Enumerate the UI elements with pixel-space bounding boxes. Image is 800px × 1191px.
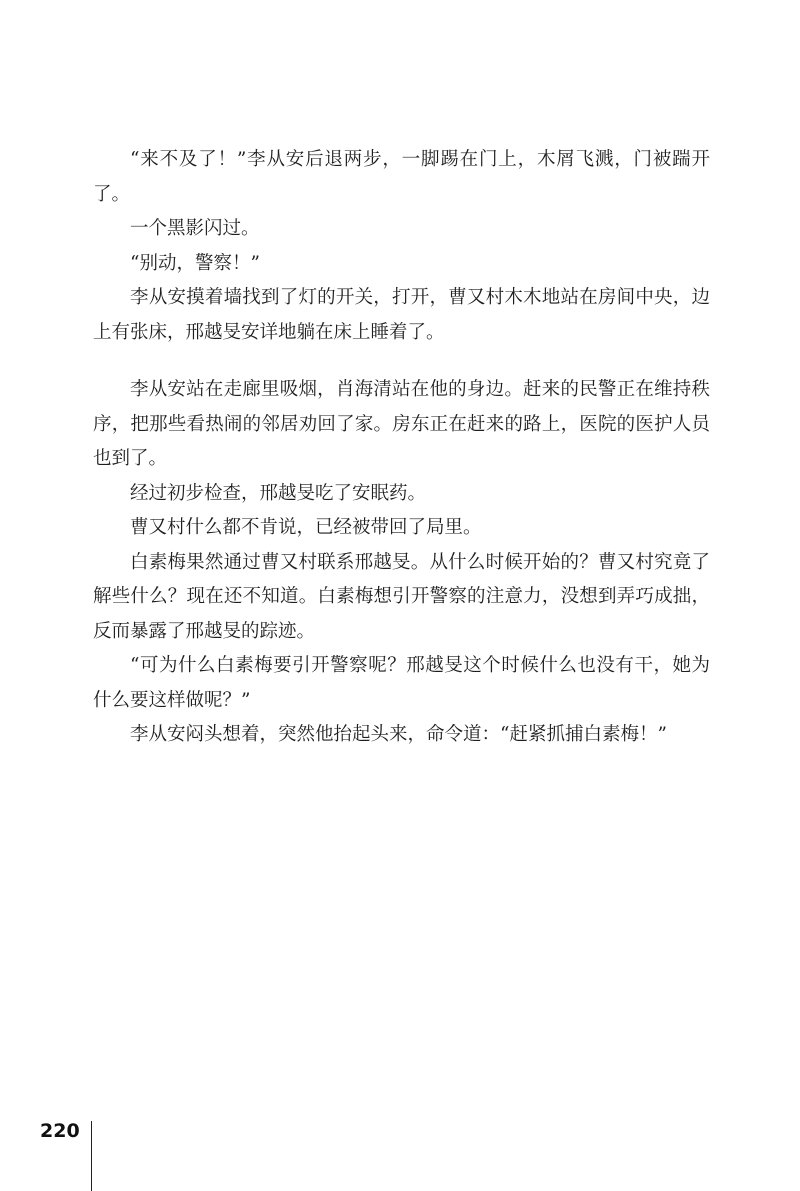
paragraph: 李从安站在走廊里吸烟，肖海清站在他的身边。赶来的民警正在维持秩序，把那些看热闹的邻居劝回了家。房东正在赶来的路上，医院的医护人员也到了。 [93,379,710,469]
paragraph: 经过初步检查，邢越旻吃了安眠药。 [130,482,427,504]
paragraph: 李从安摸着墙找到了灯的开关，打开，曹又村木木地站在房间中央，边上有张床，邢越旻安详地躺在床上睡着了。 [93,287,710,343]
paragraph: “可为什么白素梅要引开警察呢？邢越旻这个时候什么也没有干，她为什么要这样做呢？” [93,655,710,711]
paragraph: 一个黑影闪过。 [130,218,260,239]
paragraph: 白素梅果然通过曹又村联系邢越旻。从什么时候开始的？曹又村究竟了解些什么？现在还不知道。白素梅想引开警察的注意力，没想到弄巧成拙，反而暴露了邢越旻的踪迹。 [93,551,710,642]
text-section-2 [93,373,710,753]
text-section-1 [93,143,710,350]
paragraph: 曹又村什么都不肯说，已经被带回了局里。 [130,517,482,538]
margin-rule [91,1121,92,1191]
page-number: 220 [40,1120,80,1142]
paragraph: 李从安闷头想着，突然他抬起头来，命令道：“赶紧抓捕白素梅！” [130,724,667,745]
paragraph: “来不及了！”李从安后退两步，一脚踢在门上，木屑飞溅，门被踹开了。 [93,149,710,205]
paragraph: “别动，警察！” [130,252,260,274]
